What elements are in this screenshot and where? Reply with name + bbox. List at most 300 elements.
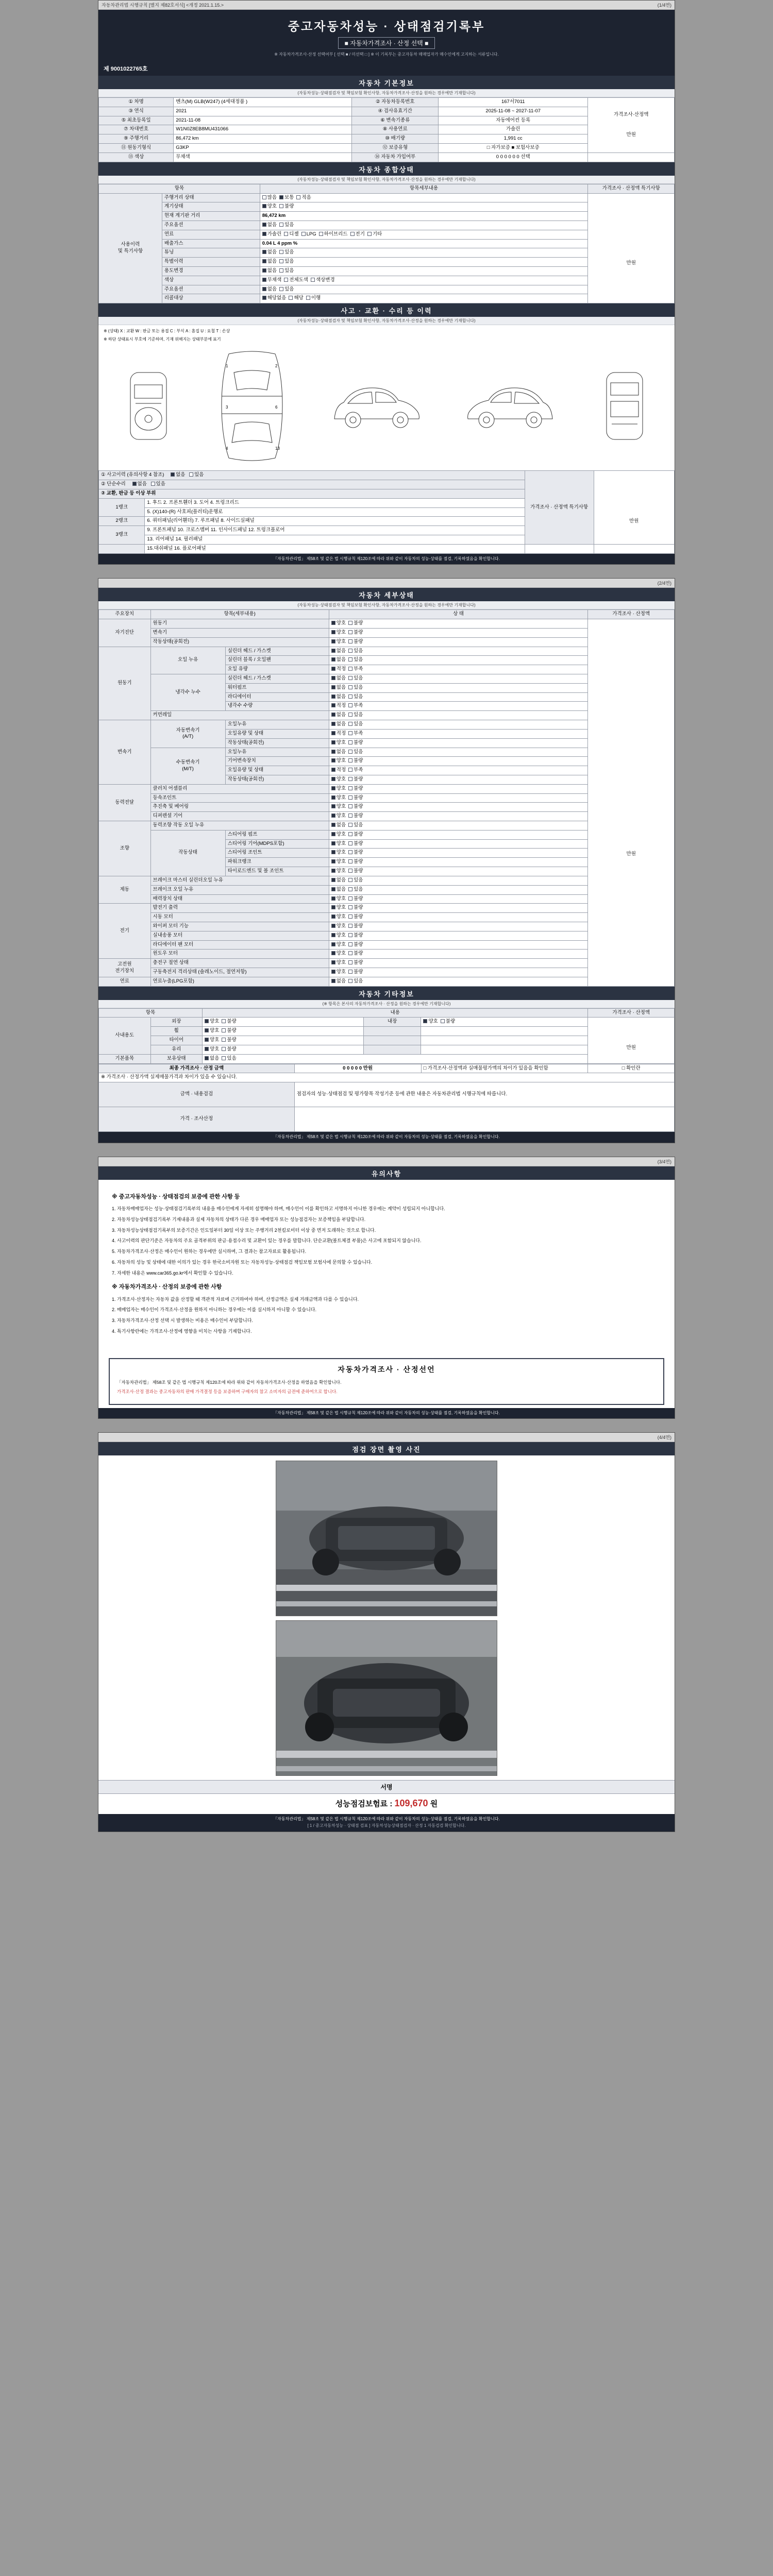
other-item-2: 타이어	[150, 1036, 203, 1045]
signature-bar: 서명	[98, 1780, 675, 1794]
overall-4-opt-1[interactable]: 디젤	[284, 231, 298, 238]
detail-2-4-opt-0[interactable]: 양호	[331, 758, 346, 765]
detail-5-1-opt-0[interactable]: 없음	[331, 887, 346, 893]
other-col-1: 내용	[203, 1008, 588, 1018]
table-row	[99, 98, 675, 107]
detail-4-5-opt-0[interactable]: 양호	[331, 868, 346, 875]
price-summary-unit: 0 0 0 0 0 만원	[294, 1064, 421, 1073]
detail-6-4-opt-0[interactable]: 양호	[331, 942, 346, 948]
detail-1-1-opt-0[interactable]: 없음	[331, 657, 346, 664]
detail-5-1-opt-1[interactable]: 있음	[348, 887, 363, 893]
detail-state-1-3	[329, 674, 588, 684]
detail-0-0-opt-1[interactable]: 불량	[348, 620, 363, 627]
photo-underbody-front	[276, 1461, 497, 1616]
detail-1-3-opt-1[interactable]: 있음	[348, 675, 363, 682]
basic-info-table	[98, 97, 675, 162]
detail-2-6-opt-1[interactable]: 불량	[348, 776, 363, 783]
car-diagrams	[104, 345, 669, 468]
detail-0-2-opt-0[interactable]: 양호	[331, 639, 346, 646]
detail-7-1-opt-1[interactable]: 불량	[348, 969, 363, 976]
detail-state-3-2	[329, 803, 588, 812]
detail-state-0-2	[329, 637, 588, 647]
overall-item-5: 배출가스	[162, 239, 260, 248]
detail-6-1-opt-1[interactable]: 불량	[348, 914, 363, 921]
overall-9-opt-0[interactable]: 무채색	[262, 277, 282, 284]
overall-9-opt-1[interactable]: 전체도색	[284, 277, 308, 284]
base-item-state	[203, 1054, 588, 1063]
detail-1-6-opt-0[interactable]: 적정	[331, 703, 346, 709]
base-opt-1[interactable]: 있음	[222, 1056, 236, 1062]
base-item-label: 보유상태	[150, 1054, 203, 1063]
other-2-opt-0[interactable]: 양호	[205, 1037, 219, 1044]
detail-sub-2-3: 오일누유	[225, 748, 329, 757]
detail-item-0-0: 원동기	[150, 619, 329, 629]
overall-remark	[588, 193, 675, 303]
car-right-side-diagram	[462, 378, 560, 434]
detail-8-0-opt-0[interactable]: 없음	[331, 978, 346, 985]
other-0-opt-1[interactable]: 불량	[222, 1019, 236, 1025]
detail-1-0-opt-0[interactable]: 없음	[331, 648, 346, 655]
detail-1-7-opt-1[interactable]: 있음	[348, 712, 363, 719]
detail-1-2-opt-1[interactable]: 부족	[348, 666, 363, 673]
basic-value-12: □ 자가보증 ■ 보험사보증	[439, 144, 588, 153]
page-3	[98, 1157, 675, 1419]
detail-8-0-opt-1[interactable]: 있음	[348, 978, 363, 985]
notice-head: ※ 중고자동차성능 · 상태점검의 보증에 관한 사항 등	[112, 1193, 240, 1200]
fee-value: 109,670	[394, 1798, 428, 1809]
overall-11-opt-2[interactable]: 이행	[306, 295, 321, 302]
detail-4-0-opt-1[interactable]: 있음	[348, 822, 363, 829]
page-number-1: (1/4면)	[657, 3, 671, 8]
detail-state-3-1	[329, 793, 588, 803]
overall-11-opt-0[interactable]: 해당없음	[262, 295, 287, 302]
detail-5-2-opt-1[interactable]: 불량	[348, 896, 363, 903]
detail-2-0-opt-1[interactable]: 있음	[348, 721, 363, 728]
other-item-3: 유리	[150, 1045, 203, 1054]
basic-value-10: 1,991 cc	[439, 134, 588, 144]
page-number-2: (2/4면)	[657, 581, 671, 586]
overall-state-5: 0.04 L 4 ppm %	[260, 239, 588, 248]
footer-line-2: 「자동차관리법」 제58조 및 같은 법 시행규칙 제120조에 따라 위와 같이 자동차의 성능·상태를 점검, 기록하였음을 확인합니다.	[273, 1134, 500, 1140]
detail-4-0-opt-0[interactable]: 없음	[331, 822, 346, 829]
detail-4-5-opt-1[interactable]: 불량	[348, 868, 363, 875]
detail-2-2-opt-0[interactable]: 양호	[331, 740, 346, 747]
basic-remark-unit: 만원	[626, 131, 636, 138]
overall-3-opt-1[interactable]: 있음	[279, 222, 294, 229]
other-item-0: 외장	[150, 1018, 203, 1027]
detail-4-2-opt-0[interactable]: 양호	[331, 841, 346, 848]
detail-item-6-2: 와이퍼 모터 기능	[150, 922, 329, 931]
overall-item-6: 튜닝	[162, 248, 260, 258]
detail-1-4-opt-1[interactable]: 있음	[348, 685, 363, 691]
notice-item-1: 2. 자동차성능상태점검기록부 기재내용과 실제 자동차의 상태가 다른 경우 매매업자 또는 성능점검자는 보증책임을 부담합니다.	[112, 1216, 366, 1222]
form-topstrip-2	[98, 579, 675, 588]
table-row	[99, 1064, 675, 1073]
overall-4-opt-4[interactable]: 전기	[350, 231, 365, 238]
section-accident-title: 사고 · 교환 · 수리 등 이력	[98, 303, 675, 317]
detail-1-2-opt-0[interactable]: 적정	[331, 666, 346, 673]
detail-3-1-opt-0[interactable]: 양호	[331, 795, 346, 802]
accident-remark-value: 만원	[629, 518, 639, 524]
section-overall-note: (자동차성능·상태점검자 및 책임보험 확인사항, 자동차가격조사·산정을 원하는 경우에만 기재합니다)	[98, 176, 675, 184]
price-row-label-1: 가격 · 조사산정	[99, 1107, 295, 1132]
detail-state-4-5	[329, 867, 588, 876]
form-reference: 자동차관리법 시행규칙 [별지 제82호서식] <개정 2021.1.15.>	[102, 3, 224, 8]
detail-item-2-3: 수동변속기 (M/T)	[150, 748, 225, 784]
price-check-1[interactable]: □ 확인란	[588, 1064, 675, 1073]
other-state2-3	[421, 1045, 588, 1054]
overall-state-11	[260, 294, 588, 303]
overall-state-1	[260, 202, 588, 212]
detail-item-6-4: 라디에이터 팬 모터	[150, 940, 329, 950]
detail-col-0: 주요장치	[99, 610, 151, 619]
other-remark	[588, 1018, 675, 1063]
detail-sub-4-4: 파워크랭크	[225, 858, 329, 867]
detail-state-table	[98, 609, 675, 986]
detail-sub-4-3: 스티어링 조인트	[225, 849, 329, 858]
overall-4-opt-5[interactable]: 기타	[367, 231, 382, 238]
detail-state-1-5	[329, 692, 588, 702]
car-front-diagram	[120, 367, 177, 445]
insurance-value: 0 0 0 0 0 0 선택	[439, 152, 588, 162]
detail-3-2-opt-0[interactable]: 양호	[331, 804, 346, 810]
overall-item-11: 리콜대상	[162, 294, 260, 303]
overall-state-9	[260, 276, 588, 285]
detail-state-6-1	[329, 913, 588, 922]
detail-6-3-opt-0[interactable]: 양호	[331, 933, 346, 939]
other-3-opt-0[interactable]: 양호	[205, 1046, 219, 1053]
footer-line-1: 「자동차관리법」 제58조 및 같은 법 시행규칙 제120조에 따라 위와 같이 자동차의 성능·상태를 점검, 기록하였음을 확인합니다.	[273, 556, 500, 561]
detail-2-5-opt-0[interactable]: 적정	[331, 767, 346, 774]
detail-state-6-3	[329, 931, 588, 940]
detail-0-1-opt-0[interactable]: 양호	[331, 630, 346, 636]
table-row	[99, 1073, 675, 1082]
rank-1-items: 1. 후드 2. 프론트휀더 3. 도어 4. 트렁크리드	[145, 498, 525, 507]
detail-2-6-opt-0[interactable]: 양호	[331, 776, 346, 783]
detail-state-2-1	[329, 729, 588, 738]
page-1-footer	[98, 554, 675, 565]
detail-1-5-opt-1[interactable]: 있음	[348, 694, 363, 701]
detail-state-5-2	[329, 894, 588, 904]
price-row-label-0: 금액 · 내용검검	[99, 1082, 295, 1107]
overall-remark-value: 만원	[626, 260, 636, 266]
detail-3-3-opt-0[interactable]: 양호	[331, 813, 346, 820]
price-summary-header: 최종 가격조사 · 산정 금액	[99, 1064, 295, 1073]
detail-0-1-opt-1[interactable]: 불량	[348, 630, 363, 636]
overall-9-opt-2[interactable]: 색상변경	[311, 277, 335, 284]
detail-state-4-4	[329, 858, 588, 867]
basic-label-9: ⑨ 주행거리	[99, 134, 174, 144]
other-item-1: 휠	[150, 1027, 203, 1036]
detail-3-0-opt-0[interactable]: 양호	[331, 786, 346, 792]
other-3-opt-1[interactable]: 불량	[222, 1046, 236, 1053]
basic-label-11: ⑪ 원동기형식	[99, 144, 174, 153]
detail-state-4-1	[329, 830, 588, 839]
detail-4-1-opt-0[interactable]: 양호	[331, 832, 346, 838]
basic-label-8: ⑧ 사용연료	[352, 125, 439, 134]
page-3-footer	[98, 1408, 675, 1419]
detail-1-6-opt-1[interactable]: 부족	[348, 703, 363, 709]
detail-sub-1-5: 라디에이터	[225, 692, 329, 702]
basic-label-12: ⑫ 보증유형	[352, 144, 439, 153]
rank-1-items-2: 5. (X)140-(R) 사호피(플러티)운행로	[145, 507, 525, 517]
detail-5-0-opt-1[interactable]: 있음	[348, 877, 363, 884]
basic-label-2: ② 자동차등록번호	[352, 98, 439, 107]
detail-sub-2-5: 오일유량 및 상태	[225, 766, 329, 775]
detail-state-1-7	[329, 711, 588, 720]
other-col-2: 가격조사 · 산정액	[588, 1008, 675, 1018]
other2-0-opt-1[interactable]: 불량	[441, 1019, 455, 1025]
detail-state-7-0	[329, 959, 588, 968]
section-detail-title: 자동차 세부상태	[98, 588, 675, 601]
form-topstrip-3	[98, 1157, 675, 1166]
rank-blank-label	[99, 544, 145, 553]
accident-legend-1: ※ (상태) X : 교환 W : 판금 또는 용접 C : 부식 A : 흠집 U : 요철 T : 손상	[104, 329, 230, 334]
overall-1-opt-0[interactable]: 양호	[262, 204, 277, 210]
overall-10-opt-1[interactable]: 있음	[279, 286, 294, 293]
detail-item-0-2: 작동상태(공회전)	[150, 637, 329, 647]
detail-6-3-opt-1[interactable]: 불량	[348, 933, 363, 939]
basic-label-5: ⑤ 최초등록일	[99, 116, 174, 125]
detail-4-3-opt-0[interactable]: 양호	[331, 850, 346, 856]
overall-state-8	[260, 267, 588, 276]
detail-2-1-opt-0[interactable]: 적정	[331, 731, 346, 737]
notice-item-6: 7. 자세한 내용은 www.car365.go.kr에서 확인할 수 있습니다.	[112, 1270, 233, 1276]
accident-hist-label	[99, 471, 525, 480]
accident-hist-opt-yes[interactable]: 있음	[189, 472, 204, 479]
basic-value-6: 자동에어컨 등록	[439, 116, 588, 125]
overall-col-2: 항목세부내용	[260, 184, 588, 193]
detail-6-5-opt-1[interactable]: 불량	[348, 951, 363, 957]
overall-7-opt-1[interactable]: 있음	[279, 259, 294, 265]
detail-2-2-opt-1[interactable]: 불량	[348, 740, 363, 747]
overall-11-opt-1[interactable]: 해당	[289, 295, 303, 302]
other-1-opt-1[interactable]: 불량	[222, 1028, 236, 1035]
overall-item-7: 특별이력	[162, 258, 260, 267]
detail-1-0-opt-1[interactable]: 있음	[348, 648, 363, 655]
overall-0-opt-1[interactable]: 보통	[279, 195, 294, 201]
notice-item-4: 5. 자동차가격조사·산정은 매수인이 원하는 경우에만 실시하며, 그 결과는 참고자료로 활용됩니다.	[112, 1249, 307, 1255]
detail-6-2-opt-0[interactable]: 양호	[331, 923, 346, 930]
detail-6-4-opt-1[interactable]: 불량	[348, 942, 363, 948]
basic-label-7: ⑦ 차대번호	[99, 125, 174, 134]
document-header	[98, 10, 675, 63]
detail-state-3-3	[329, 812, 588, 821]
color-label: ⑬ 색상	[99, 152, 174, 162]
page-4-footer	[98, 1814, 675, 1832]
detail-3-1-opt-1[interactable]: 불량	[348, 795, 363, 802]
detail-1-3-opt-0[interactable]: 없음	[331, 675, 346, 682]
detail-7-1-opt-0[interactable]: 양호	[331, 969, 346, 976]
other-state2-0	[421, 1018, 588, 1027]
section-other-title: 자동차 기타정보	[98, 987, 675, 1000]
overall-state-3	[260, 221, 588, 230]
footer-line-3: 「자동차관리법」 제58조 및 같은 법 시행규칙 제120조에 따라 위와 같이 자동차의 성능·상태를 점검, 기록하였음을 확인합니다.	[273, 1410, 500, 1415]
detail-sub-2-0: 오일누유	[225, 720, 329, 730]
basic-value-1: 벤츠(M) GLB(W247) (4세대정품 )	[174, 98, 352, 107]
base-opt-0[interactable]: 없음	[205, 1056, 219, 1062]
detail-4-4-opt-0[interactable]: 양호	[331, 859, 346, 866]
detail-4-1-opt-1[interactable]: 불량	[348, 832, 363, 838]
detail-0-2-opt-1[interactable]: 불량	[348, 639, 363, 646]
detail-2-3-opt-1[interactable]: 있음	[348, 749, 363, 756]
section-detail-note: (자동차성능·상태점검자 및 책임보험 확인사항, 자동차가격조사·산정을 원하는 경우에만 기재합니다)	[98, 601, 675, 609]
other-2-opt-1[interactable]: 불량	[222, 1037, 236, 1044]
overall-8-opt-1[interactable]: 있음	[279, 268, 294, 275]
overall-6-opt-1[interactable]: 있음	[279, 249, 294, 256]
detail-6-5-opt-0[interactable]: 양호	[331, 951, 346, 957]
overall-4-opt-0[interactable]: 가솔린	[262, 231, 282, 238]
overall-8-opt-0[interactable]: 없음	[262, 268, 277, 275]
other-1-opt-0[interactable]: 양호	[205, 1028, 219, 1035]
fee-label: 성능점검보험료 :	[335, 1800, 393, 1809]
detail-state-1-1	[329, 656, 588, 665]
detail-1-1-opt-1[interactable]: 있음	[348, 657, 363, 664]
detail-2-5-opt-1[interactable]: 부족	[348, 767, 363, 774]
detail-group-5: 제동	[99, 876, 151, 903]
overall-6-opt-0[interactable]: 없음	[262, 249, 277, 256]
simple-repair-text: ② 단순수리	[101, 481, 126, 487]
basic-remark-cell	[588, 98, 675, 153]
detail-5-0-opt-0[interactable]: 없음	[331, 877, 346, 884]
page-4	[98, 1432, 675, 1832]
detail-sub-2-6: 작동상태(공회전)	[225, 775, 329, 784]
detail-state-4-3	[329, 849, 588, 858]
overall-item-3: 주요옵션	[162, 221, 260, 230]
overall-item-9: 색상	[162, 276, 260, 285]
overall-group-label: 사용이력 및 특기사항	[99, 193, 162, 303]
overall-item-8: 용도변경	[162, 267, 260, 276]
page-2-footer	[98, 1132, 675, 1143]
detail-remark-value: 만원	[626, 851, 636, 857]
table-row	[99, 1107, 675, 1132]
detail-7-0-opt-1[interactable]: 불량	[348, 960, 363, 967]
detail-item-6-5: 윈도우 모터	[150, 950, 329, 959]
detail-4-2-opt-1[interactable]: 불량	[348, 841, 363, 848]
detail-group-7: 고전원 전기장치	[99, 959, 151, 977]
detail-6-0-opt-1[interactable]: 불량	[348, 905, 363, 911]
detail-0-0-opt-0[interactable]: 양호	[331, 620, 346, 627]
price-check-0[interactable]: □ 가격조사·산정액과 실매물평가액의 차이가 있음을 확인함	[421, 1064, 588, 1073]
accident-hist-opt-none[interactable]: 없음	[171, 472, 185, 479]
detail-item-3-2: 추진축 및 베어링	[150, 803, 329, 812]
rank-2-items: 6. 쿼터패널(리어휀더) 7. 루프패널 8. 사이드실패널	[145, 517, 525, 526]
accident-diagram-area	[98, 325, 675, 470]
detail-1-5-opt-0[interactable]: 없음	[331, 694, 346, 701]
section-other-note: (※ 항목은 본사의 자동차가격조사 · 산정을 원하는 경우에만 기재합니다)	[98, 1000, 675, 1008]
footer-line-4b: [ 1 / 중고자동차성능 · 상태점 검표 ] 자동차성능상태점검자 · 산정 1 자동검검 확인합니다.	[307, 1823, 466, 1828]
detail-state-2-3	[329, 748, 588, 757]
detail-3-3-opt-1[interactable]: 불량	[348, 813, 363, 820]
detail-state-2-2	[329, 738, 588, 748]
accident-legend-2: ※ 하단 상태표시 부호에 기준하며, 기재 위해지는 상태부분에 표기	[104, 337, 221, 342]
other-state-0	[203, 1018, 364, 1027]
basic-value-7: W1N0Z8EB8MU431066	[174, 125, 352, 134]
detail-5-2-opt-0[interactable]: 양호	[331, 896, 346, 903]
notice-sub-head: ※ 자동차가격조사 · 산정의 보증에 관한 사항	[112, 1284, 222, 1291]
simple-repair-label	[99, 480, 525, 489]
overall-10-opt-0[interactable]: 없음	[262, 286, 277, 293]
simple-repair-opt-yes[interactable]: 있음	[151, 481, 165, 488]
rank-3-items-3: 15.대쉬패널 16. 플로어패널	[145, 544, 525, 553]
overall-state-2: 86,472 km	[260, 212, 588, 221]
overall-4-opt-2[interactable]: LPG	[301, 231, 316, 238]
detail-item-2-0: 자동변속기 (A/T)	[150, 720, 225, 748]
page-number-3: (3/4면)	[657, 1159, 671, 1164]
declaration-line-0: 「자동차관리법」 제58조 및 같은 법 시행규칙 제120조에 따라 위와 같이 자동차가격조사·산정을 하였음을 확인합니다.	[117, 1379, 342, 1385]
detail-1-4-opt-0[interactable]: 없음	[331, 685, 346, 691]
notice-item-3: 4. 사고이력의 판단기준은 자동차의 주요 골격부위의 판금·용접수리 및 교환이 있는 경우를 말합니다. 단순교환(볼트체결 부품)은 사고에 포함되지 않습니다.	[112, 1238, 422, 1244]
overall-0-opt-2[interactable]: 적음	[296, 195, 311, 201]
overall-7-opt-0[interactable]: 없음	[262, 259, 277, 265]
inspection-insurance-fee	[98, 1794, 675, 1814]
overall-4-opt-3[interactable]: 하이브리드	[319, 231, 348, 238]
detail-4-3-opt-1[interactable]: 불량	[348, 850, 363, 856]
detail-group-1: 원동기	[99, 647, 151, 720]
detail-4-4-opt-1[interactable]: 불량	[348, 859, 363, 866]
detail-item-6-3: 실내송풍 모터	[150, 931, 329, 940]
detail-6-1-opt-0[interactable]: 양호	[331, 914, 346, 921]
detail-1-7-opt-0[interactable]: 없음	[331, 712, 346, 719]
detail-2-3-opt-0[interactable]: 없음	[331, 749, 346, 756]
other-item2-1	[363, 1027, 421, 1036]
other-0-opt-0[interactable]: 양호	[205, 1019, 219, 1025]
other2-0-opt-0[interactable]: 양호	[423, 1019, 438, 1025]
basic-value-11: G3KP	[174, 144, 352, 153]
detail-2-4-opt-1[interactable]: 불량	[348, 758, 363, 765]
photo-section-title: 점검 장면 촬영 사진	[98, 1442, 675, 1455]
detail-2-0-opt-0[interactable]: 없음	[331, 721, 346, 728]
other-group-label: 사내용도	[99, 1018, 151, 1054]
form-topstrip-4	[98, 1433, 675, 1442]
overall-3-opt-0[interactable]: 없음	[262, 222, 277, 229]
detail-state-4-2	[329, 839, 588, 849]
document-number-row	[98, 63, 675, 76]
other-state2-1	[421, 1027, 588, 1036]
detail-item-4-1: 작동상태	[150, 830, 225, 876]
detail-state-2-5	[329, 766, 588, 775]
price-summary-table	[98, 1064, 675, 1132]
rank-remark-1	[525, 544, 594, 553]
table-row	[99, 619, 675, 629]
overall-item-10: 주요옵션	[162, 285, 260, 294]
rank-3-items-2: 13. 리어패널 14. 필러패널	[145, 535, 525, 544]
doc-no-label: 제	[104, 66, 109, 72]
detail-6-0-opt-0[interactable]: 양호	[331, 905, 346, 911]
detail-6-2-opt-1[interactable]: 불량	[348, 923, 363, 930]
page-1	[98, 0, 675, 565]
detail-state-4-0	[329, 821, 588, 831]
detail-3-0-opt-1[interactable]: 불량	[348, 786, 363, 792]
svg-text:4: 4	[226, 446, 228, 451]
detail-item-7-1: 구동축전지 격리상태 (솔레노이드, 절연저항)	[150, 968, 329, 977]
detail-item-3-0: 클러치 어셈블리	[150, 784, 329, 793]
detail-2-1-opt-1[interactable]: 부족	[348, 731, 363, 737]
overall-0-opt-0[interactable]: 많음	[262, 195, 277, 201]
detail-3-2-opt-1[interactable]: 불량	[348, 804, 363, 810]
basic-remark-label: 가격조사·산정액	[614, 112, 649, 118]
detail-7-0-opt-0[interactable]: 양호	[331, 960, 346, 967]
document-title: 중고자동차성능 · 상태점검기록부	[288, 20, 485, 33]
simple-repair-opt-none[interactable]: 없음	[132, 481, 147, 488]
detail-item-1-7: 커먼레일	[150, 711, 329, 720]
overall-state-10	[260, 285, 588, 294]
overall-1-opt-1[interactable]: 불량	[279, 204, 294, 210]
detail-item-1-3: 냉각수 누수	[150, 674, 225, 711]
other-state2-2	[421, 1036, 588, 1045]
detail-state-6-2	[329, 922, 588, 931]
section-overall-title: 자동차 종합상태	[98, 162, 675, 176]
